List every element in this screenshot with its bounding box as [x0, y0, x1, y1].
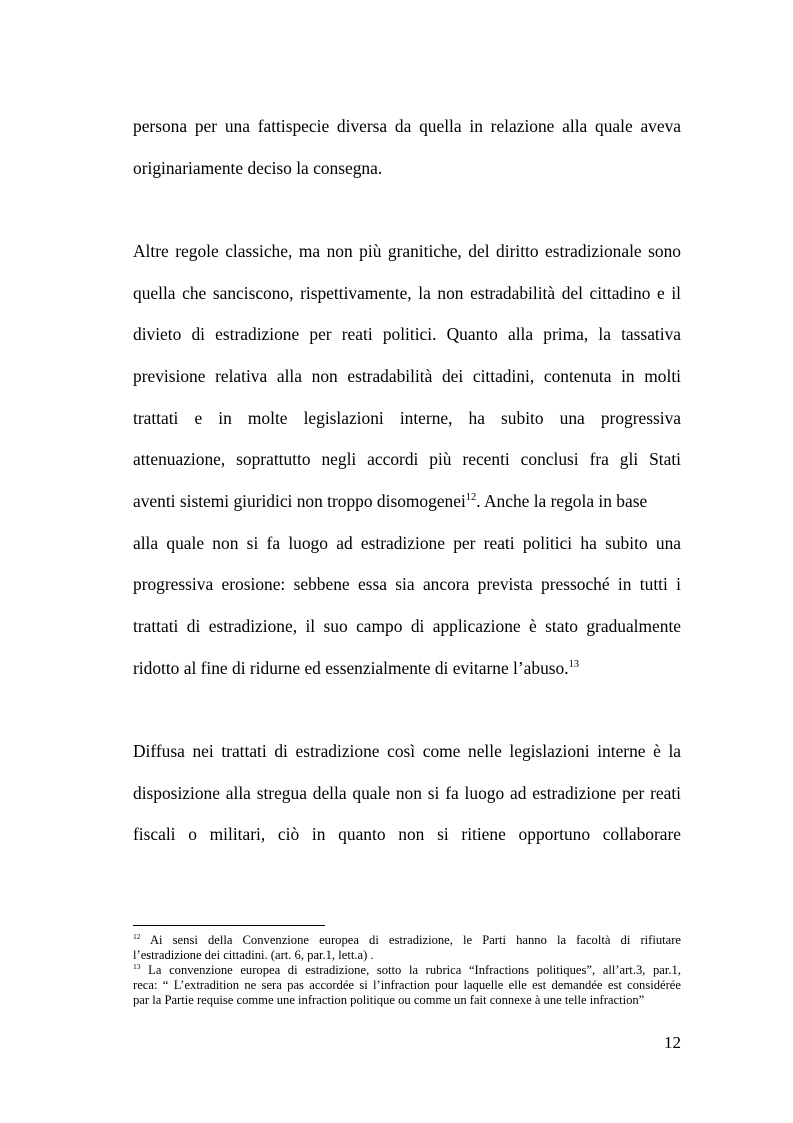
body-line: persona per una fattispecie diversa da quella in relazione alla quale aveva — [133, 116, 681, 136]
body-text: ridotto al fine di ridurne ed essenzialmente di evitarne l’abuso. — [133, 658, 569, 678]
body-line: fiscali o militari, ciò in quanto non si ritiene opportuno collaborare — [133, 824, 681, 844]
body-line: progressiva erosione: sebbene essa sia ancora prevista pressoché in tutti i — [133, 574, 681, 594]
body-line — [133, 660, 681, 677]
body-line: disposizione alla stregua della quale non si fa luogo ad estradizione per reati — [133, 783, 681, 803]
footnote-12 — [133, 931, 681, 947]
body-line: quella che sanciscono, rispettivamente, la non estradabilità del cittadino e il — [133, 283, 681, 303]
body-text: . Anche la regola in base — [476, 491, 648, 511]
footnote-number: 12 — [133, 931, 141, 941]
body-line: attenuazione, soprattutto negli accordi più recenti conclusi fra gli Stati — [133, 449, 681, 469]
body-line: trattati di estradizione, il suo campo di applicazione è stato gradualmente — [133, 616, 681, 636]
footnote-ref-13: 13 — [568, 659, 580, 671]
footnote-13-cont: par la Partie requise comme une infraction politique ou comme un fait connexe à une telle infraction” — [133, 993, 645, 1007]
body-line: alla quale non si fa luogo ad estradizione per reati politici ha subito una — [133, 533, 681, 553]
footnote-12-cont: l’estradizione dei cittadini. (art. 6, par.1, lett.a) . — [133, 948, 374, 962]
footnote-13-cont: reca: “ L’extradition ne sera pas accordée si l’infraction pour laquelle elle est demandée est considérée — [133, 978, 681, 992]
footnote-text: La convenzione europea di estradizione, sotto la rubrica “Infractions politiques”, all’art.3, par.1, — [140, 963, 681, 977]
footnote-number: 13 — [133, 961, 141, 971]
page-number: 12 — [664, 1033, 681, 1052]
footnote-ref-12: 12 — [465, 492, 477, 504]
footnote-text: Ai sensi della Convenzione europea di estradizione, le Parti hanno la facoltà di rifiutare — [140, 933, 681, 947]
footnote-separator — [133, 925, 325, 926]
body-line: Diffusa nei trattati di estradizione così come nelle legislazioni interne è la — [133, 741, 681, 761]
body-line: trattati e in molte legislazioni interne, ha subito una progressiva — [133, 408, 681, 428]
body-text: aventi sistemi giuridici non troppo disomogenei — [133, 491, 466, 511]
body-line: Altre regole classiche, ma non più granitiche, del diritto estradizionale sono — [133, 241, 681, 261]
footnote-13 — [133, 961, 681, 977]
body-line: previsione relativa alla non estradabilità dei cittadini, contenuta in molti — [133, 366, 681, 386]
body-line: divieto di estradizione per reati politici. Quanto alla prima, la tassativa — [133, 324, 681, 344]
body-line — [133, 493, 681, 510]
body-line: originariamente deciso la consegna. — [133, 158, 383, 178]
